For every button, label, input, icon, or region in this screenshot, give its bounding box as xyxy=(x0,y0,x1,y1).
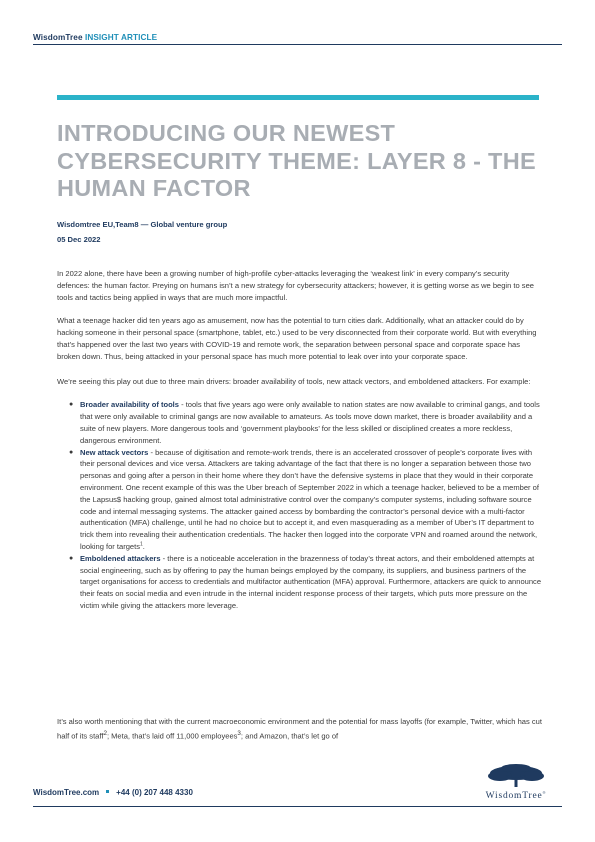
bullet-icon: ● xyxy=(69,554,74,562)
title-accent-bar xyxy=(57,95,539,100)
document-header xyxy=(33,33,157,42)
closing-part-2: ; Meta, that’s laid off 11,000 employees xyxy=(106,731,238,741)
list-item-text: - tools that five years ago were only available to nation states are now available to criminal gangs, and tools that were only available to criminal gangs are now available to amateurs. As tools move down market, there is broader availability and a suite of new players. More dangerous tools and ‘government playbooks’ for the less skilled or disciplined creates a more reckless, dangerous environment. xyxy=(80,400,540,445)
article-authors: Wisdomtree EU,Team8 — Global venture group xyxy=(57,220,228,229)
wisdomtree-logo[interactable] xyxy=(470,790,562,801)
header-section: INSIGHT ARTICLE xyxy=(84,33,158,42)
article-title: INTRODUCING OUR NEWEST CYBERSECURITY THEME: LAYER 8 - THE HUMAN FACTOR xyxy=(57,120,536,201)
closing-part-3: ; and Amazon, that’s let go of xyxy=(240,731,339,741)
header-brand: WisdomTree xyxy=(33,33,83,42)
bullet-icon: ● xyxy=(69,448,74,456)
footer-phone[interactable]: +44 (0) 207 448 4330 xyxy=(116,788,193,797)
list-item-term: Broader availability of tools xyxy=(80,400,179,410)
byline xyxy=(57,217,227,247)
paragraph-1: In 2022 alone, there have been a growing number of high-profile cyber-attacks leveraging the ‘weakest link’ in every company’s security defences: the human factor. Preying on humans isn’t a new strategy for cybersecurity attackers; however, it is getting worse as we begin to see tools and tactics being applied in ways that are much more impactful. xyxy=(57,269,534,302)
list-item-text: - there is a noticeable acceleration in the brazenness of today’s threat actors, and their emboldened attempts at social engineering, such as by offering to pay the human beings employed by the company, its suppliers, and business partners of the target organisations for access to credentials and multifactor authentication (MFA) approval. Furthermore, attackers are quick to announce their feats on social media and even intrude in the internal incident response process of their targets, which puts more pressure on the victim while giving the attackers more leverage. xyxy=(80,553,542,610)
article-body xyxy=(57,268,542,624)
list-item-term: New attack vectors xyxy=(80,447,149,457)
header-divider xyxy=(33,44,562,45)
footnote-ref[interactable]: 2 xyxy=(103,729,107,737)
footnote-ref[interactable]: 1 xyxy=(140,541,143,548)
paragraph-2: What a teenage hacker did ten years ago as amusement, now has the potential to turn cities dark. Additionally, what an attacker could do by hacking someone in their personal space (smartphone, tablet, etc.) used to be very disconnected from their corporate world. But with everything that’s happened over the last two years with COVID-19 and remote work, the separation between personal space and corporate space has broken down. Thus, being attacked in your personal space has much more potential to leak over into your corporate space. xyxy=(57,316,537,361)
document-footer xyxy=(33,788,193,797)
list-item-term: Emboldened attackers xyxy=(80,553,161,563)
driver-list xyxy=(57,399,542,611)
article-date: 05 Dec 2022 xyxy=(57,235,101,244)
paragraph-closing xyxy=(57,716,542,742)
footer-separator xyxy=(106,790,109,793)
list-item xyxy=(69,553,542,612)
paragraph-3: We’re seeing this play out due to three main drivers: broader availability of tools, new attack vectors, and emboldened attackers. For example: xyxy=(57,376,531,386)
registered-mark: ® xyxy=(542,790,547,795)
list-item xyxy=(69,447,542,553)
logo-wordmark: WisdomTree xyxy=(485,791,543,802)
footer-website-link[interactable]: WisdomTree.com xyxy=(33,788,100,797)
footer-divider xyxy=(33,806,562,807)
list-item-tail: . xyxy=(142,541,145,551)
bullet-icon: ● xyxy=(69,401,74,409)
footnote-ref[interactable]: 3 xyxy=(237,729,241,737)
closing-part-1: It’s also worth mentioning that with the current macroeconomic environment and the potential for mass layoffs (for example, Twitter, which has cut half of its staff xyxy=(57,717,542,741)
list-item xyxy=(69,399,542,446)
list-item-text: - because of digitisation and remote-work trends, there is an accelerated crossover of people’s corporate lives with their personal devices and vice versa. Attackers are taking advantage of the fact that there is no longer a separation between those two personas and going after a person in their home where they don’t have the defensive systems in place that they would in their corporate environment. One recent example of this was the Uber breach of September 2022 in which a teenage hacker, believed to be a member of the Lapsus$ hacking group, gained almost total administrative control over the company’s computer systems, including software source code and internal messaging systems. The attacker gained access by bombarding the contractor’s personal device with a multi-factor authentication (MFA) challenge, until he had no choice but to accept it, and even masquerading as a member of Uber’s IT department to trick them into revealing their authentication credentials. The hacker then logged into the corporate VPN and roamed around the network, looking for targets xyxy=(80,447,539,551)
